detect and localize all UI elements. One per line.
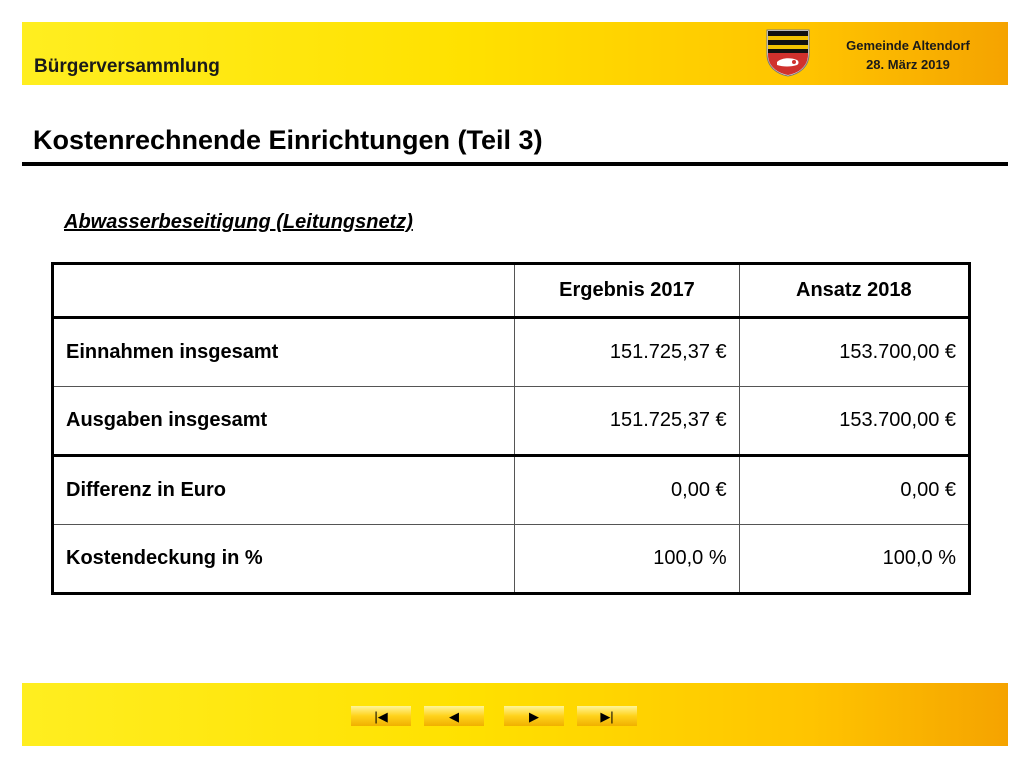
table-header-empty — [53, 264, 515, 318]
organization-info — [820, 36, 996, 74]
previous-slide-button[interactable] — [424, 706, 484, 726]
organization-name: Gemeinde Altendorf — [846, 38, 970, 53]
ansatz-value: 0,00 € — [739, 456, 969, 525]
row-label: Differenz in Euro — [53, 456, 515, 525]
table-row — [53, 525, 970, 594]
section-subtitle: Abwasserbeseitigung (Leitungsnetz) — [64, 211, 413, 233]
row-label: Kostendeckung in % — [53, 525, 515, 594]
last-slide-button[interactable] — [577, 706, 637, 726]
ansatz-value: 153.700,00 € — [739, 387, 969, 456]
event-title: Bürgerversammlung — [34, 56, 220, 77]
title-divider — [22, 162, 1008, 166]
presentation-date: 28. März 2019 — [866, 57, 950, 72]
table-row — [53, 387, 970, 456]
table-header-ergebnis: Ergebnis 2017 — [515, 264, 739, 318]
cost-table — [51, 262, 971, 595]
row-label: Einnahmen insgesamt — [53, 318, 515, 387]
table-row — [53, 318, 970, 387]
ansatz-value: 100,0 % — [739, 525, 969, 594]
row-label: Ausgaben insgesamt — [53, 387, 515, 456]
coat-of-arms-icon — [764, 28, 812, 78]
table-row — [53, 456, 970, 525]
first-slide-icon: |◀ — [374, 708, 388, 724]
last-slide-icon: ▶| — [600, 708, 614, 724]
first-slide-button[interactable] — [351, 706, 411, 726]
next-slide-button[interactable] — [504, 706, 564, 726]
ansatz-value: 153.700,00 € — [739, 318, 969, 387]
next-slide-icon: ▶ — [529, 708, 539, 724]
ergebnis-value: 100,0 % — [515, 525, 739, 594]
page-title: Kostenrechnende Einrichtungen (Teil 3) — [33, 125, 543, 155]
ergebnis-value: 0,00 € — [515, 456, 739, 525]
ergebnis-value: 151.725,37 € — [515, 387, 739, 456]
table-header-row — [53, 264, 970, 318]
previous-slide-icon: ◀ — [449, 708, 459, 724]
ergebnis-value: 151.725,37 € — [515, 318, 739, 387]
table-header-ansatz: Ansatz 2018 — [739, 264, 969, 318]
